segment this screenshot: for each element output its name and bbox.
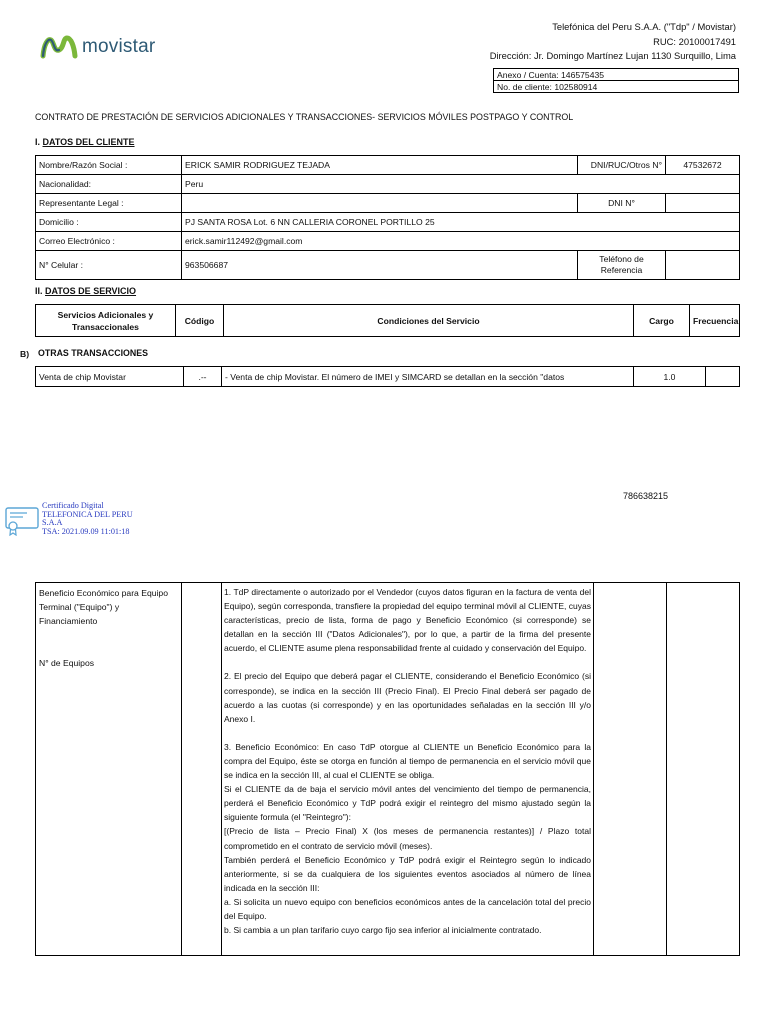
col-conditions: Condiciones del Servicio bbox=[224, 305, 634, 337]
legal-rep-label: Representante Legal : bbox=[36, 194, 182, 213]
clause-3-event-a: a. Si solicita un nuevo equipo con beneficios económicos antes de la cancelación total del precio del Equipo. bbox=[224, 896, 591, 921]
nationality-label: Nacionalidad: bbox=[36, 175, 182, 194]
table-row bbox=[36, 156, 740, 175]
certificate-text: Certificado Digital TELEFONICA DEL PERU S.A.A TSA: 2021.09.09 11:01:18 bbox=[42, 501, 133, 536]
transaction-charge: 1.0 bbox=[634, 367, 706, 387]
company-info bbox=[490, 20, 736, 64]
section-client-heading: I. DATOS DEL CLIENTE bbox=[35, 137, 135, 147]
client-table bbox=[35, 155, 740, 280]
benefit-code-cell bbox=[182, 583, 222, 956]
ref-phone-value bbox=[666, 251, 740, 280]
movistar-m-icon bbox=[40, 32, 78, 62]
other-transactions-table bbox=[35, 366, 740, 387]
doc-value: 47532672 bbox=[666, 156, 740, 175]
transaction-conditions: - Venta de chip Movistar. El número de IMEI y SIMCARD se detallan en la sección "datos bbox=[222, 367, 634, 387]
legal-rep-value bbox=[182, 194, 578, 213]
table-row bbox=[36, 175, 740, 194]
devices-label: N° de Equipos bbox=[39, 658, 95, 668]
name-value: ERICK SAMIR RODRIGUEZ TEJADA bbox=[182, 156, 578, 175]
clause-3: 3. Beneficio Económico: En caso TdP otorgue al CLIENTE un Beneficio Económico para la compra del Equipo, éste se otorga en función al tiempo de permanencia en el servicio móvil que se indica en la sección III, al cual el CLIENTE se obliga. bbox=[224, 741, 591, 781]
company-ruc: RUC: 20100017491 bbox=[653, 35, 736, 47]
col-charge: Cargo bbox=[634, 305, 690, 337]
transaction-frequency bbox=[706, 367, 740, 387]
clause-1: 1. TdP directamente o autorizado por el Vendedor (cuyos datos figuran en la factura de venta del Equipo), según corresponda, transfiere la propiedad del equipo terminal móvil al CLIENTE, cuyas características, precio de lista, forma de pago y Beneficio Económico (si corresponde) se detallan en la sección III ("Datos Adicionales"), por lo que, a partir de la firma del presente acuerdo, el CLIENTE asume plena responsabilidad frente al cuidado y conservación del Equipo. bbox=[224, 587, 591, 654]
benefit-table bbox=[35, 582, 740, 956]
movistar-logo bbox=[40, 32, 155, 62]
section-service-heading: II. DATOS DE SERVICIO bbox=[35, 286, 137, 296]
phone-value: 963506687 bbox=[182, 251, 578, 280]
account-number: Anexo / Cuenta: 146575435 bbox=[494, 69, 739, 81]
table-row bbox=[36, 251, 740, 280]
benefit-label: Beneficio Económico para Equipo Terminal ("Equipo") y Financiamiento bbox=[39, 588, 168, 626]
clause-2: 2. El precio del Equipo que deberá pagar el CLIENTE, considerando el Beneficio Económico (si corresponde), se indica en la sección III (Precio Final). El Precio Final deberá ser pagado de acuerdo a las cuotas (si corresponde) y en las oportunidades señaladas en la sección III y/o Anexo I. bbox=[224, 671, 591, 724]
name-label: Nombre/Razón Social : bbox=[36, 156, 182, 175]
company-name: Telefónica del Peru S.A.A. ("Tdp" / Movistar) bbox=[552, 21, 736, 32]
table-header-row bbox=[36, 305, 740, 337]
benefit-label-cell bbox=[36, 583, 182, 956]
dni-value bbox=[666, 194, 740, 213]
benefit-charge-cell bbox=[594, 583, 667, 956]
clause-3-formula: [(Precio de lista – Precio Final) X (los meses de permanencia restantes)] / Plazo total comprometido en el contrato de servicio móvil (meses). bbox=[224, 826, 591, 851]
address-label: Domicilio : bbox=[36, 213, 182, 232]
ref-phone-label: Teléfono de Referencia bbox=[578, 251, 666, 280]
section-b-title: OTRAS TRANSACCIONES bbox=[38, 348, 148, 358]
contract-title: CONTRATO DE PRESTACIÓN DE SERVICIOS ADICIONALES Y TRANSACCIONES- SERVICIOS MÓVILES POSTPAGO Y CONTROL bbox=[35, 112, 574, 122]
certificate-icon bbox=[5, 502, 39, 536]
benefit-conditions bbox=[222, 583, 594, 956]
transaction-code: .-- bbox=[184, 367, 222, 387]
email-value: erick.samir112492@gmail.com bbox=[182, 232, 740, 251]
benefit-frequency-cell bbox=[667, 583, 740, 956]
dni-label: DNI N° bbox=[578, 194, 666, 213]
phone-label: N° Celular : bbox=[36, 251, 182, 280]
nationality-value: Peru bbox=[182, 175, 740, 194]
document-code: 786638215 bbox=[623, 491, 669, 501]
account-box bbox=[493, 68, 739, 93]
transaction-name: Venta de chip Movistar bbox=[36, 367, 184, 387]
clause-3-events: También perderá el Beneficio Económico y TdP podrá exigir el Reintegro según lo indicado anteriormente, si se da cualquiera de los siguientes eventos asociados al número de línea indicada en la sección III: bbox=[224, 854, 591, 893]
email-label: Correo Electrónico : bbox=[36, 232, 182, 251]
service-header-table bbox=[35, 304, 740, 337]
brand-name: movistar bbox=[82, 36, 156, 57]
clause-3-reintegro: Si el CLIENTE da de baja el servicio móvil antes del vencimiento del tiempo de permanencia, perderá el Beneficio Económico y TdP podrá exigir el reintegro del mismo ajustado según la siguiente formula (el "Reintegro"): bbox=[224, 784, 591, 823]
col-code: Código bbox=[176, 305, 224, 337]
col-services: Servicios Adicionales y Transaccionales bbox=[36, 305, 176, 337]
digital-certificate bbox=[5, 502, 133, 536]
address-value: PJ SANTA ROSA Lot. 6 NN CALLERIA CORONEL PORTILLO 25 bbox=[182, 213, 740, 232]
section-b-letter: B) bbox=[20, 349, 30, 359]
table-row bbox=[36, 367, 740, 387]
clause-3-event-b: b. Si cambia a un plan tarifario cuyo cargo fijo sea inferior al inicialmente contratado. bbox=[224, 925, 542, 936]
doc-label: DNI/RUC/Otros N° bbox=[578, 156, 666, 175]
client-number: No. de cliente: 102580914 bbox=[494, 81, 739, 93]
table-row bbox=[36, 232, 740, 251]
table-row bbox=[36, 194, 740, 213]
table-row bbox=[36, 213, 740, 232]
col-frequency: Frecuencia bbox=[690, 305, 740, 337]
company-address: Dirección: Jr. Domingo Martínez Lujan 1130 Surquillo, Lima bbox=[489, 50, 736, 61]
table-row bbox=[36, 583, 740, 956]
